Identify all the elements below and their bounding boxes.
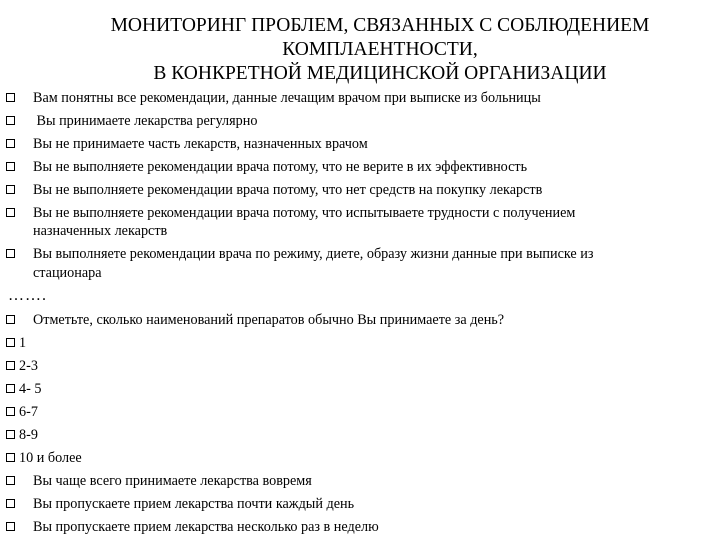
checkbox-icon[interactable] [6,499,15,508]
title-line-2: КОМПЛАЕНТНОСТИ, [282,39,478,60]
option-text: 4- 5 [19,381,42,397]
list-item-text: Вы не выполняете рекомендации врача потому, что испытываете трудности с получением [33,205,576,221]
option-text: 1 [19,335,27,351]
checkbox-icon[interactable] [6,476,15,485]
list-item-text-cont: стационара [33,265,102,281]
checkbox-icon[interactable] [6,116,15,125]
title-line-1: МОНИТОРИНГ ПРОБЛЕМ, СВЯЗАННЫХ С СОБЛЮДЕНИЕМ [110,15,650,36]
option-text: 8-9 [19,427,38,443]
checkbox-icon[interactable] [6,162,15,171]
list-item-text: Вы не принимаете часть лекарств, назначенных врачом [33,136,368,152]
checkbox-icon[interactable] [6,384,15,393]
list-item-text: Вы пропускаете прием лекарства почти каждый день [33,496,355,512]
list-item-text: Вы не выполняете рекомендации врача потому, что не верите в их эффективность [33,159,528,175]
ellipsis: ……. [8,287,47,304]
checkbox-icon[interactable] [6,407,15,416]
checkbox-icon[interactable] [6,315,15,324]
list-item-text: Вам понятны все рекомендации, данные лечащим врачом при выписке из больницы [33,90,541,106]
checkbox-icon[interactable] [6,453,15,462]
checkbox-icon[interactable] [6,249,15,258]
checkbox-icon[interactable] [6,338,15,347]
list-item-text: Вы выполняете рекомендации врача по режиму, диете, образу жизни данные при выписке из [33,246,594,262]
option-text: 10 и более [19,450,82,466]
checkbox-icon[interactable] [6,139,15,148]
list-item-text: Вы принимаете лекарства регулярно [33,113,258,129]
checkbox-icon[interactable] [6,361,15,370]
page-title [80,14,680,86]
list-item-text: Вы не выполняете рекомендации врача потому, что нет средств на покупку лекарств [33,182,543,198]
checkbox-icon[interactable] [6,93,15,102]
title-line-3: В КОНКРЕТНОЙ МЕДИЦИНСКОЙ ОРГАНИЗАЦИИ [153,63,607,84]
list-item-text: Вы чаще всего принимаете лекарства вовремя [33,473,312,489]
option-text: 6-7 [19,404,38,420]
checkbox-icon[interactable] [6,208,15,217]
question-text: Отметьте, сколько наименований препаратов обычно Вы принимаете за день? [33,312,505,328]
option-text: 2-3 [19,358,38,374]
list-item-text-cont: назначенных лекарств [33,223,168,239]
checkbox-icon[interactable] [6,522,15,531]
list-item-text: Вы пропускаете прием лекарства несколько раз в неделю [33,519,379,535]
checkbox-icon[interactable] [6,185,15,194]
checkbox-icon[interactable] [6,430,15,439]
